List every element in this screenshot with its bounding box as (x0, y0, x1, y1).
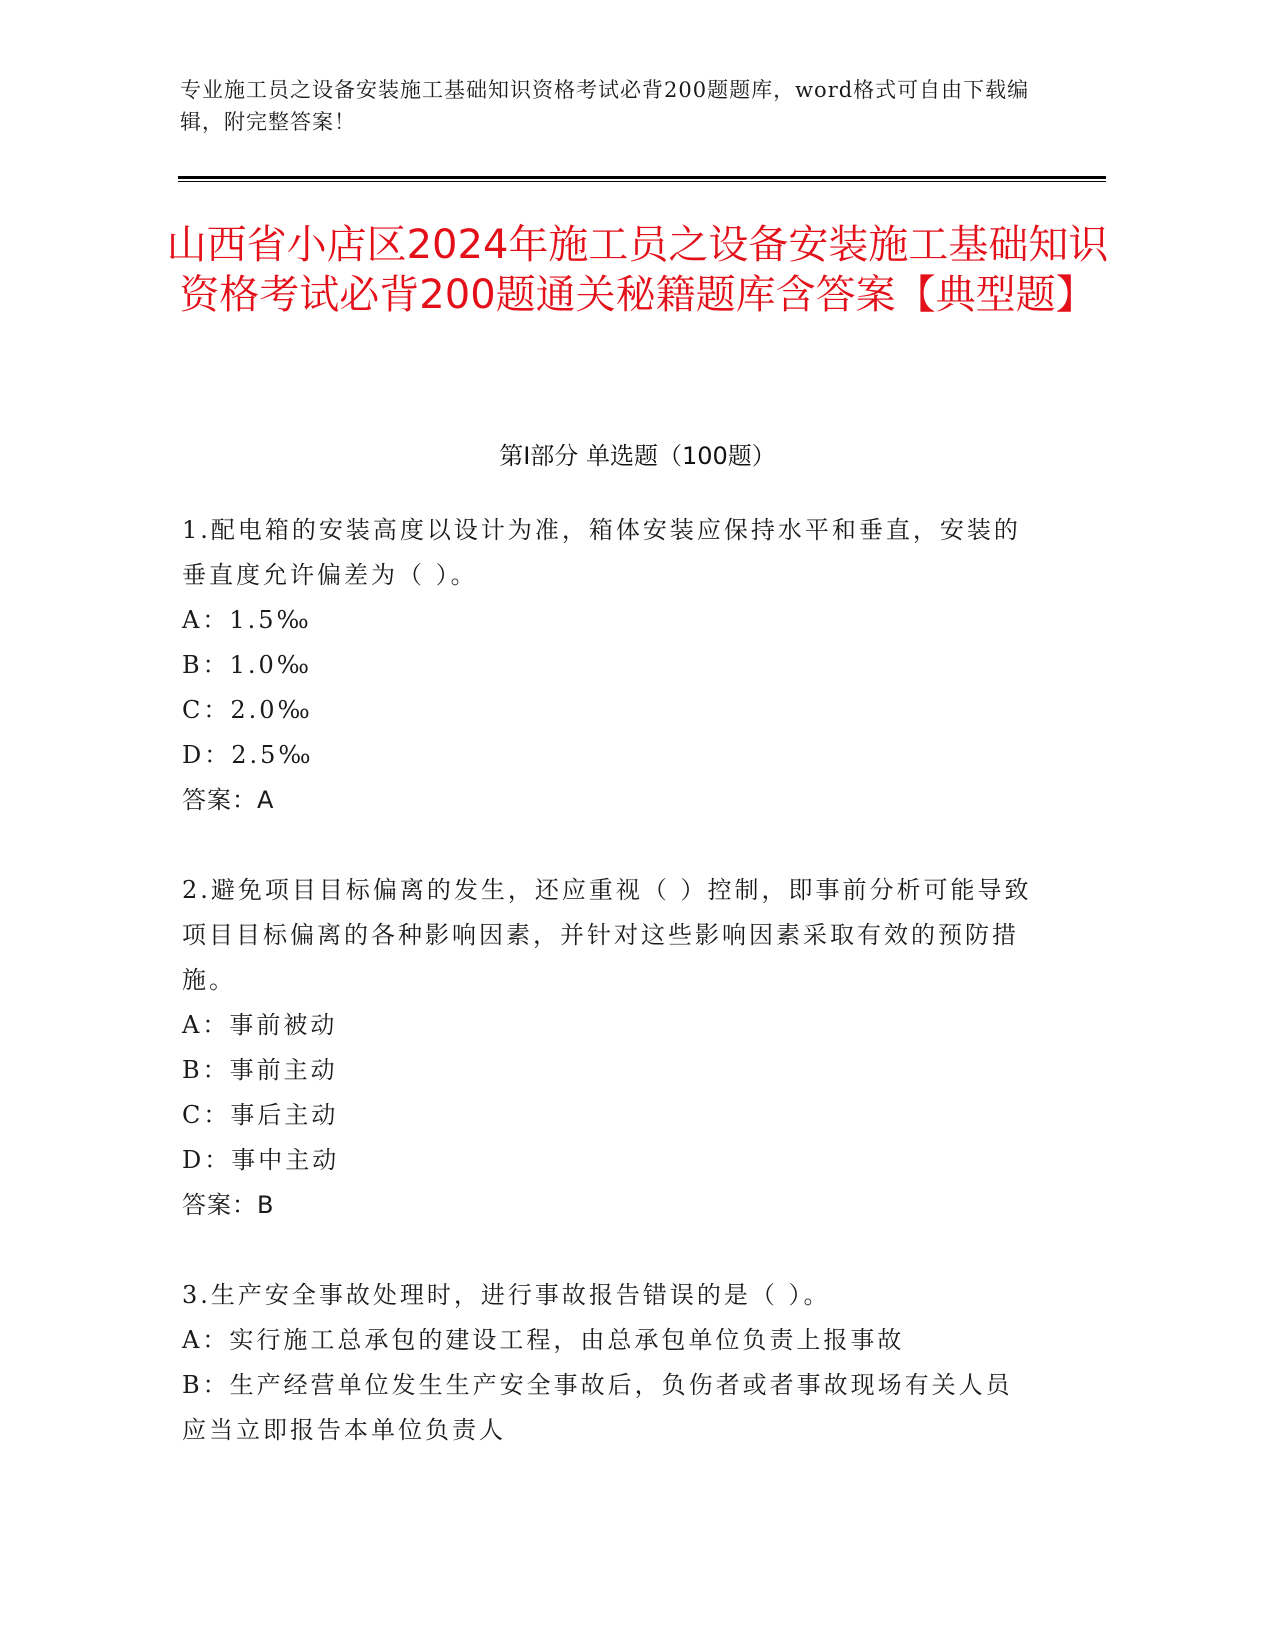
option-a: A：实行施工总承包的建设工程，由总承包单位负责上报事故 (182, 1326, 905, 1354)
option-d: D：2.5‰ (182, 741, 314, 769)
question-stem: 3.生产安全事故处理时，进行事故报告错误的是（ ）。 (182, 1281, 831, 1309)
option-a: A：事前被动 (182, 1011, 338, 1039)
answer: 答案：B (182, 1191, 275, 1219)
question-3 (182, 1273, 1032, 1453)
option-a: A：1.5‰ (182, 606, 312, 634)
question-stem: 2.避免项目目标偏离的发生，还应重视（ ）控制，即事前分析可能导致项目目标偏离的各种影响因素，并针对这些影响因素采取有效的预防措施。 (182, 876, 1032, 994)
option-b: B：事前主动 (182, 1056, 338, 1084)
question-1 (182, 508, 1032, 823)
header-rule-thin (178, 181, 1106, 182)
section-heading: 第I部分 单选题（100题） (499, 442, 776, 470)
option-c: C：事后主动 (182, 1101, 339, 1129)
header-note: 专业施工员之设备安装施工基础知识资格考试必背200题题库，word格式可自由下载编辑，附完整答案！ (180, 78, 1030, 134)
option-d: D：事中主动 (182, 1146, 340, 1174)
option-b: B：生产经营单位发生生产安全事故后，负伤者或者事故现场有关人员应当立即报告本单位负责人 (182, 1371, 1013, 1444)
header-rule-thick (178, 176, 1106, 179)
question-list (182, 508, 1032, 1498)
option-c: C：2.0‰ (182, 696, 313, 724)
option-b: B：1.0‰ (182, 651, 313, 679)
answer: 答案：A (182, 786, 275, 814)
document-title: 山西省小店区2024年施工员之设备安装施工基础知识资格考试必背200题通关秘籍题库含答案【典型题】 (166, 222, 1109, 318)
question-2 (182, 868, 1032, 1228)
question-stem: 1.配电箱的安装高度以设计为准，箱体安装应保持水平和垂直，安装的垂直度允许偏差为（ ）。 (182, 516, 1021, 589)
